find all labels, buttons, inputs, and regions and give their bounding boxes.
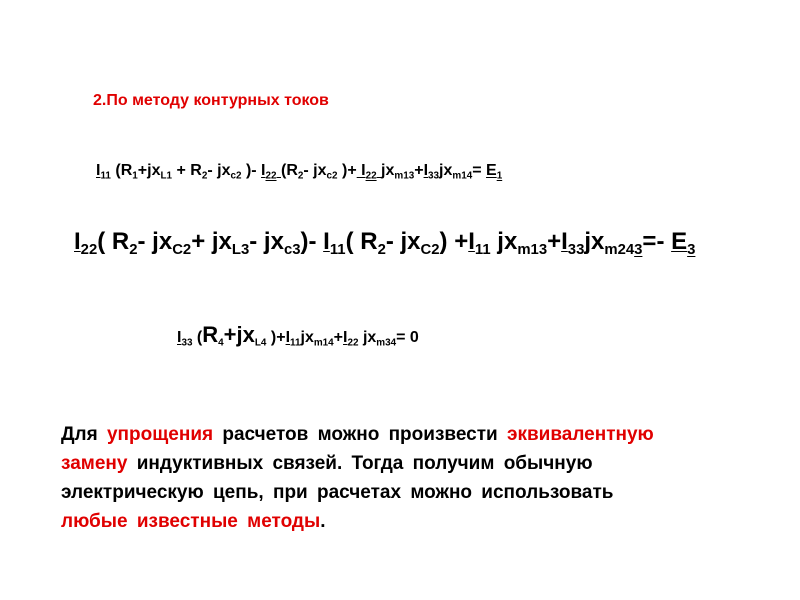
text-fragment: .	[320, 511, 326, 532]
section-heading: 2.По методу контурных токов	[93, 92, 329, 109]
paragraph-line-3	[61, 478, 761, 507]
paragraph-line-2	[61, 449, 761, 478]
explanation-paragraph	[61, 420, 761, 536]
highlight-text: эквивалентную	[506, 424, 654, 445]
highlight-text: замену	[61, 453, 128, 474]
highlight-text: любые известные методы	[61, 511, 321, 532]
text-fragment: электрическую цепь, при расчетах можно использовать	[61, 482, 614, 503]
text-fragment: индуктивных связей. Тогда получим обычную	[127, 453, 593, 474]
text-fragment: Для	[61, 424, 107, 445]
paragraph-line-1	[61, 420, 761, 449]
equation-2: $I_{22}$( $R_2-$ $jx_{C2}+ jx_{L3}-$ $jx_{c3})-$ $I_{11}$( $R_2-$ $jx_{C2}) +I_{11}$ $jx_{m13}+I_{33}jx_{m243}=-$ $E_3$	[74, 228, 696, 259]
highlight-text: упрощения	[106, 424, 214, 445]
paragraph-line-4	[61, 507, 761, 536]
equation-3: $I_{33}$ ($R_4+jx_{L4}$ )$+I_{11}jx_{m14}+I_{22}$ $jx_{m34}= 0$	[177, 322, 419, 349]
equation-1: $I_{11}$ ($R_1+jx_{L1} + R_2-$ $jx_{c2}$ )- $I_{22}$ ($R_2-$ $jx_{c2}$ )+ $I_{22}$ $jx_{m13}+I_{33}jx_{m14}= E_1$	[96, 162, 503, 182]
text-fragment: расчетов можно произвести	[213, 424, 507, 445]
